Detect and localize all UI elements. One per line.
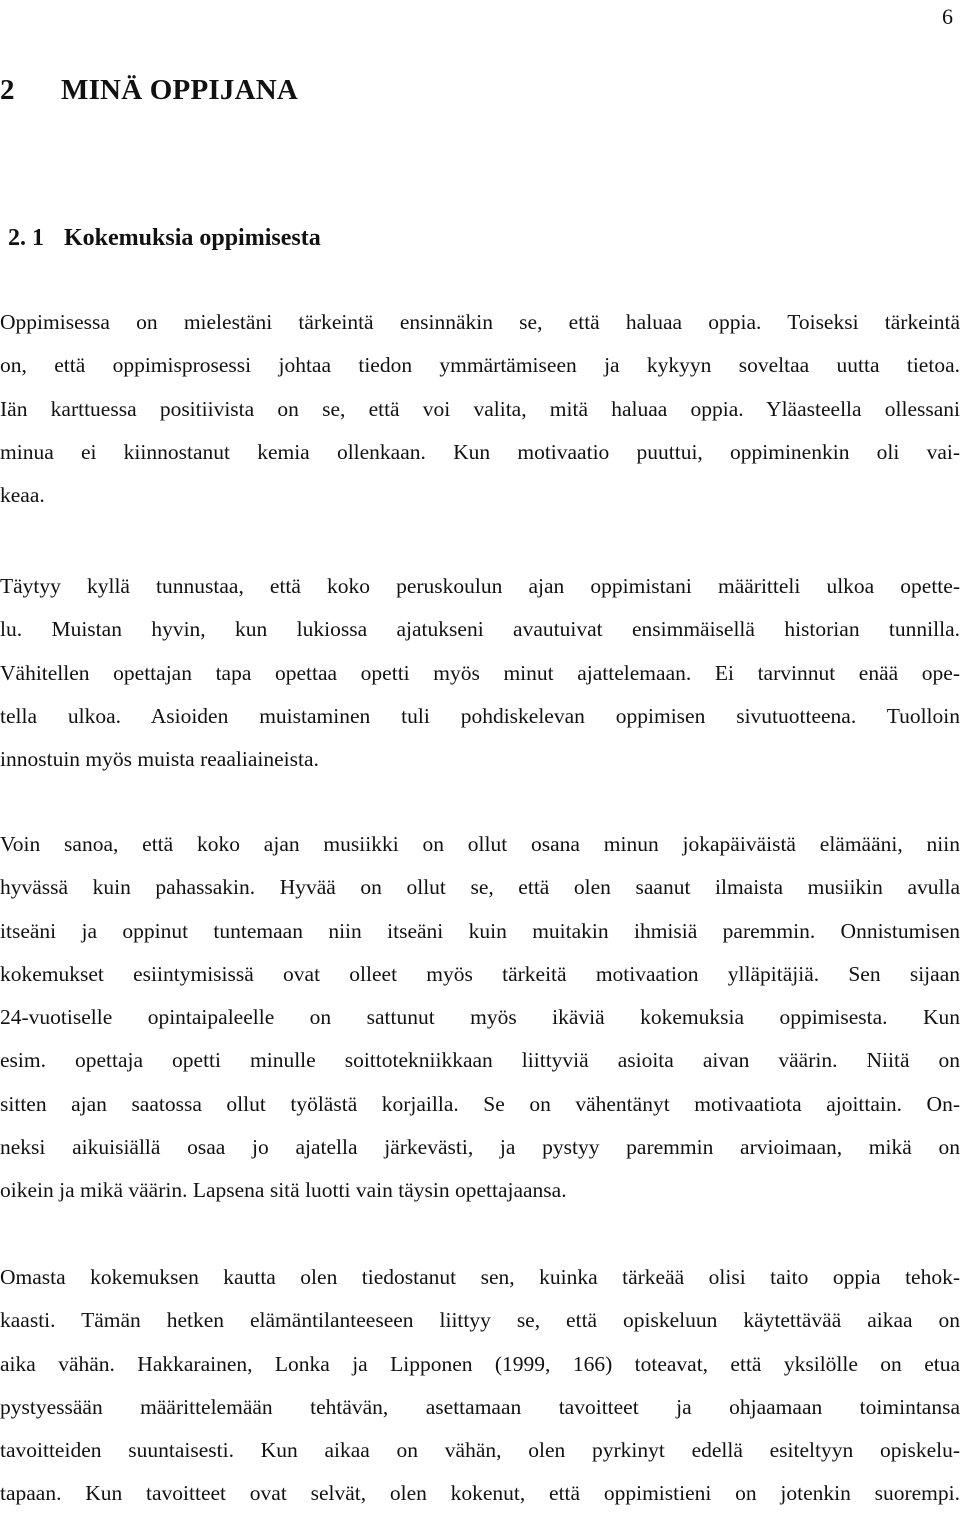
chapter-title: MINÄ OPPIJANA [61,74,298,106]
text-line: keaa. [0,483,45,508]
text-line: sitten ajan saatossa ollut työlästä korjailla. Se on vähentänyt motivaatiota ajoittain. On- [0,1091,960,1116]
text-line: tapaan. Kun tavoitteet ovat selvät, olen kokenut, että oppimistieni on jotenkin suorempi. [0,1481,960,1506]
text-line: neksi aikuisiällä osaa jo ajatella järkevästi, ja pystyy paremmin arvioimaan, mikä on [0,1135,960,1160]
text-line: aika vähän. Hakkarainen, Lonka ja Lipponen (1999, 166) toteavat, että yksilölle on etua [0,1351,960,1376]
text-line: minua ei kiinnostanut kemia ollenkaan. Kun motivaatio puuttui, oppiminenkin oli vai- [0,439,960,464]
text-line: Voin sanoa, että koko ajan musiikki on ollut osana minun jokapäiväistä elämääni, niin [0,832,960,856]
text-line: kokemukset esiintymisissä ovat olleet myös tärkeitä motivaation ylläpitäjiä. Sen sijaan [0,961,960,986]
paragraph-1 [0,301,960,517]
text-line: itseäni ja oppinut tuntemaan niin itseäni kuin muitakin ihmisiä paremmin. Onnistumisen [0,918,960,943]
page-number: 6 [942,4,953,29]
chapter-number: 2 [0,74,15,106]
text-line: Vähitellen opettajan tapa opettaa opetti myös minut ajattelemaan. Ei tarvinnut enää ope- [0,660,960,685]
text-line: pystyessään määrittelemään tehtävän, asettamaan tavoitteet ja ohjaamaan toimintansa [0,1394,960,1419]
text-line: esim. opettaja opetti minulle soittotekniikkaan liittyviä asioita aivan väärin. Niitä on [0,1048,960,1073]
text-line: tavoitteiden suuntaisesti. Kun aikaa on vähän, olen pyrkinyt edellä esiteltyyn opiskelu- [0,1438,960,1463]
paragraph-2 [0,565,960,781]
paragraph-3 [0,823,960,1213]
text-line: 24-vuotiselle opintaipaleelle on sattunut myös ikäviä kokemuksia oppimisesta. Kun [0,1005,960,1030]
section-number: 2. 1 [8,225,44,251]
section-title: Kokemuksia oppimisesta [64,225,321,251]
section-heading [8,222,321,254]
text-line: Täytyy kyllä tunnustaa, että koko peruskoulun ajan oppimistani määritteli ulkoa opette- [0,574,960,598]
text-line: Omasta kokemuksen kautta olen tiedostanut sen, kuinka tärkeää olisi taito oppia tehok- [0,1265,960,1289]
text-line: Iän karttuessa positiivista on se, että voi valita, mitä haluaa oppia. Yläasteella ollessani [0,396,960,421]
paragraph-4 [0,1256,960,1516]
text-line: kaasti. Tämän hetken elämäntilanteeseen liittyy se, että opiskeluun käytettävää aikaa on [0,1308,960,1333]
text-line: Oppimisessa on mielestäni tärkeintä ensinnäkin se, että haluaa oppia. Toiseksi tärkeintä [0,310,960,334]
text-line: tella ulkoa. Asioiden muistaminen tuli pohdiskelevan oppimisen sivutuotteena. Tuolloin [0,703,960,728]
chapter-heading [0,72,298,108]
text-line: innostuin myös muista reaaliaineista. [0,747,319,772]
text-line: lu. Muistan hyvin, kun lukiossa ajatukseni avautuivat ensimmäisellä historian tunnilla. [0,617,960,642]
text-line: oikein ja mikä väärin. Lapsena sitä luotti vain täysin opettajaansa. [0,1178,567,1203]
text-line: on, että oppimisprosessi johtaa tiedon ymmärtämiseen ja kykyyn soveltaa uutta tietoa. [0,353,960,378]
text-line: hyvässä kuin pahassakin. Hyvää on ollut se, että olen saanut ilmaista musiikin avulla [0,875,960,900]
